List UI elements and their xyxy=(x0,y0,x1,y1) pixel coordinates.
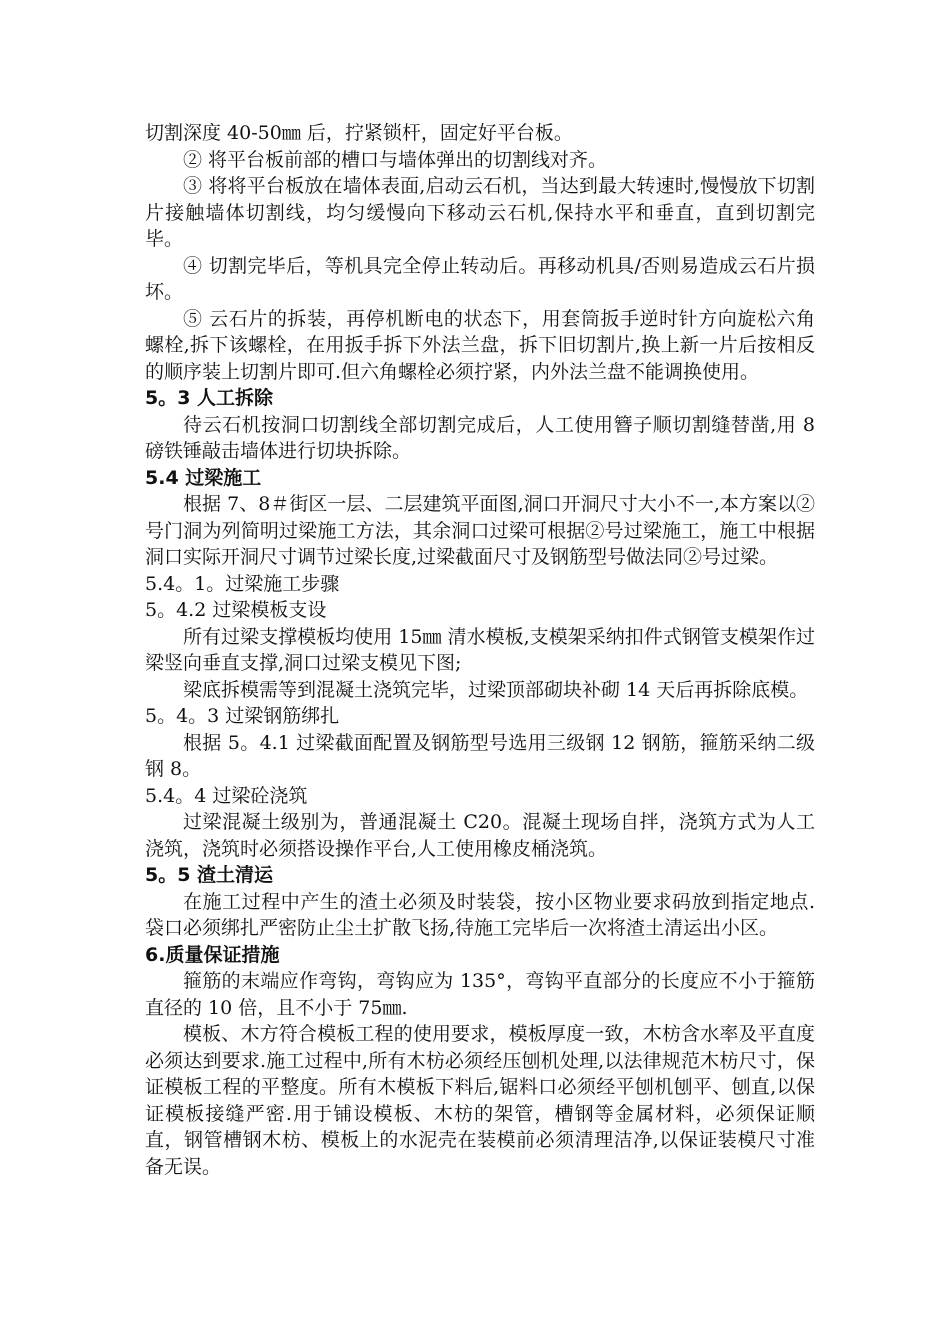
paragraph: ② 将平台板前部的槽口与墙体弹出的切割线对齐。 xyxy=(183,148,608,171)
paragraph: 切割深度 40-50㎜ 后，拧紧锁杆，固定好平台板。 xyxy=(145,122,573,144)
subsection-heading: 5。4。3 过梁钢筋绑扎 xyxy=(145,705,340,727)
paragraph: 所有过梁支撑模板均使用 15㎜ 清水模板,支模架采纳扣件式钢管支模架作过梁竖向垂直支撑,洞口过梁支模见下图; xyxy=(145,625,815,674)
paragraph: ③ 将将平台板放在墙体表面,启动云石机，当达到最大转速时,慢慢放下切割片接触墙体切割线，均匀缓慢向下移动云石机,保持水平和垂直，直到切割完毕。 xyxy=(145,175,815,250)
paragraph: 在施工过程中产生的渣土必须及时装袋，按小区物业要求码放到指定地点.袋口必须绑扎严密防止尘土扩散飞扬,待施工完毕后一次将渣土清运出小区。 xyxy=(145,890,815,939)
subsection-heading: 5。4.2 过梁模板支设 xyxy=(145,599,327,621)
paragraph: ⑤ 云石片的拆装，再停机断电的状态下，用套筒扳手逆时针方向旋松六角螺栓,拆下该螺栓，在用扳手拆下外法兰盘，拆下旧切割片,换上新一片后按相反的顺序装上切割片即可.但六角螺栓必须拧紧，内外法兰盘不能调换使用。 xyxy=(145,307,815,383)
paragraph: 根据 5。4.1 过梁截面配置及钢筋型号选用三级钢 12 钢筋，箍筋采纳二级钢 8。 xyxy=(145,731,815,780)
paragraph: 模板、木方符合模板工程的使用要求，模板厚度一致，木枋含水率及平直度必须达到要求.施工过程中,所有木枋必须经压刨机处理,以法律规范木枋尺寸，保证模板工程的平整度。所有木模板下料后,锯料口必须经平刨机刨平、刨直,以保证模板接缝严密.用于铺设模板、木枋的架管，槽钢等金属材料，必须保证顺直，钢管槽钢木枋、模板上的水泥壳在装模前必须清理洁净,以保证装模尺寸准备无误。 xyxy=(145,1023,815,1178)
subsection-heading: 5.4。1。过梁施工步骤 xyxy=(145,572,340,595)
section-heading: 5。5 渣土清运 xyxy=(145,864,274,886)
section-heading: 5。3 人工拆除 xyxy=(145,387,274,409)
paragraph: 箍筋的末端应作弯钩，弯钩应为 135°，弯钩平直部分的长度应不小于箍筋直径的 10 倍，且不小于 75㎜. xyxy=(145,970,815,1019)
paragraph: 过梁混凝土级别为，普通混凝土 C20。混凝土现场自拌，浇筑方式为人工浇筑，浇筑时必须搭设操作平台,人工使用橡皮桶浇筑。 xyxy=(145,811,815,860)
paragraph: 根据 7、8＃街区一层、二层建筑平面图,洞口开洞尺寸大小不一,本方案以②号门洞为列简明过梁施工方法，其余洞口过梁可根据②号过梁施工，施工中根据洞口实际开洞尺寸调节过梁长度,过梁截面尺寸及钢筋型号做法同②号过梁。 xyxy=(145,493,815,568)
document-page xyxy=(145,120,815,1180)
section-heading: 6.质量保证措施 xyxy=(145,943,280,966)
paragraph: ④ 切割完毕后，等机具完全停止转动后。再移动机具/否则易造成云石片损坏。 xyxy=(145,254,815,303)
paragraph: 梁底拆模需等到混凝土浇筑完毕，过梁顶部砌块补砌 14 天后再拆除底模。 xyxy=(183,678,809,701)
section-heading: 5.4 过梁施工 xyxy=(145,466,262,489)
paragraph: 待云石机按洞口切割线全部切割完成后，人工使用簪子顺切割缝替凿,用 8 磅铁锤敲击墙体进行切块拆除。 xyxy=(145,413,815,462)
subsection-heading: 5.4。4 过梁砼浇筑 xyxy=(145,784,308,807)
